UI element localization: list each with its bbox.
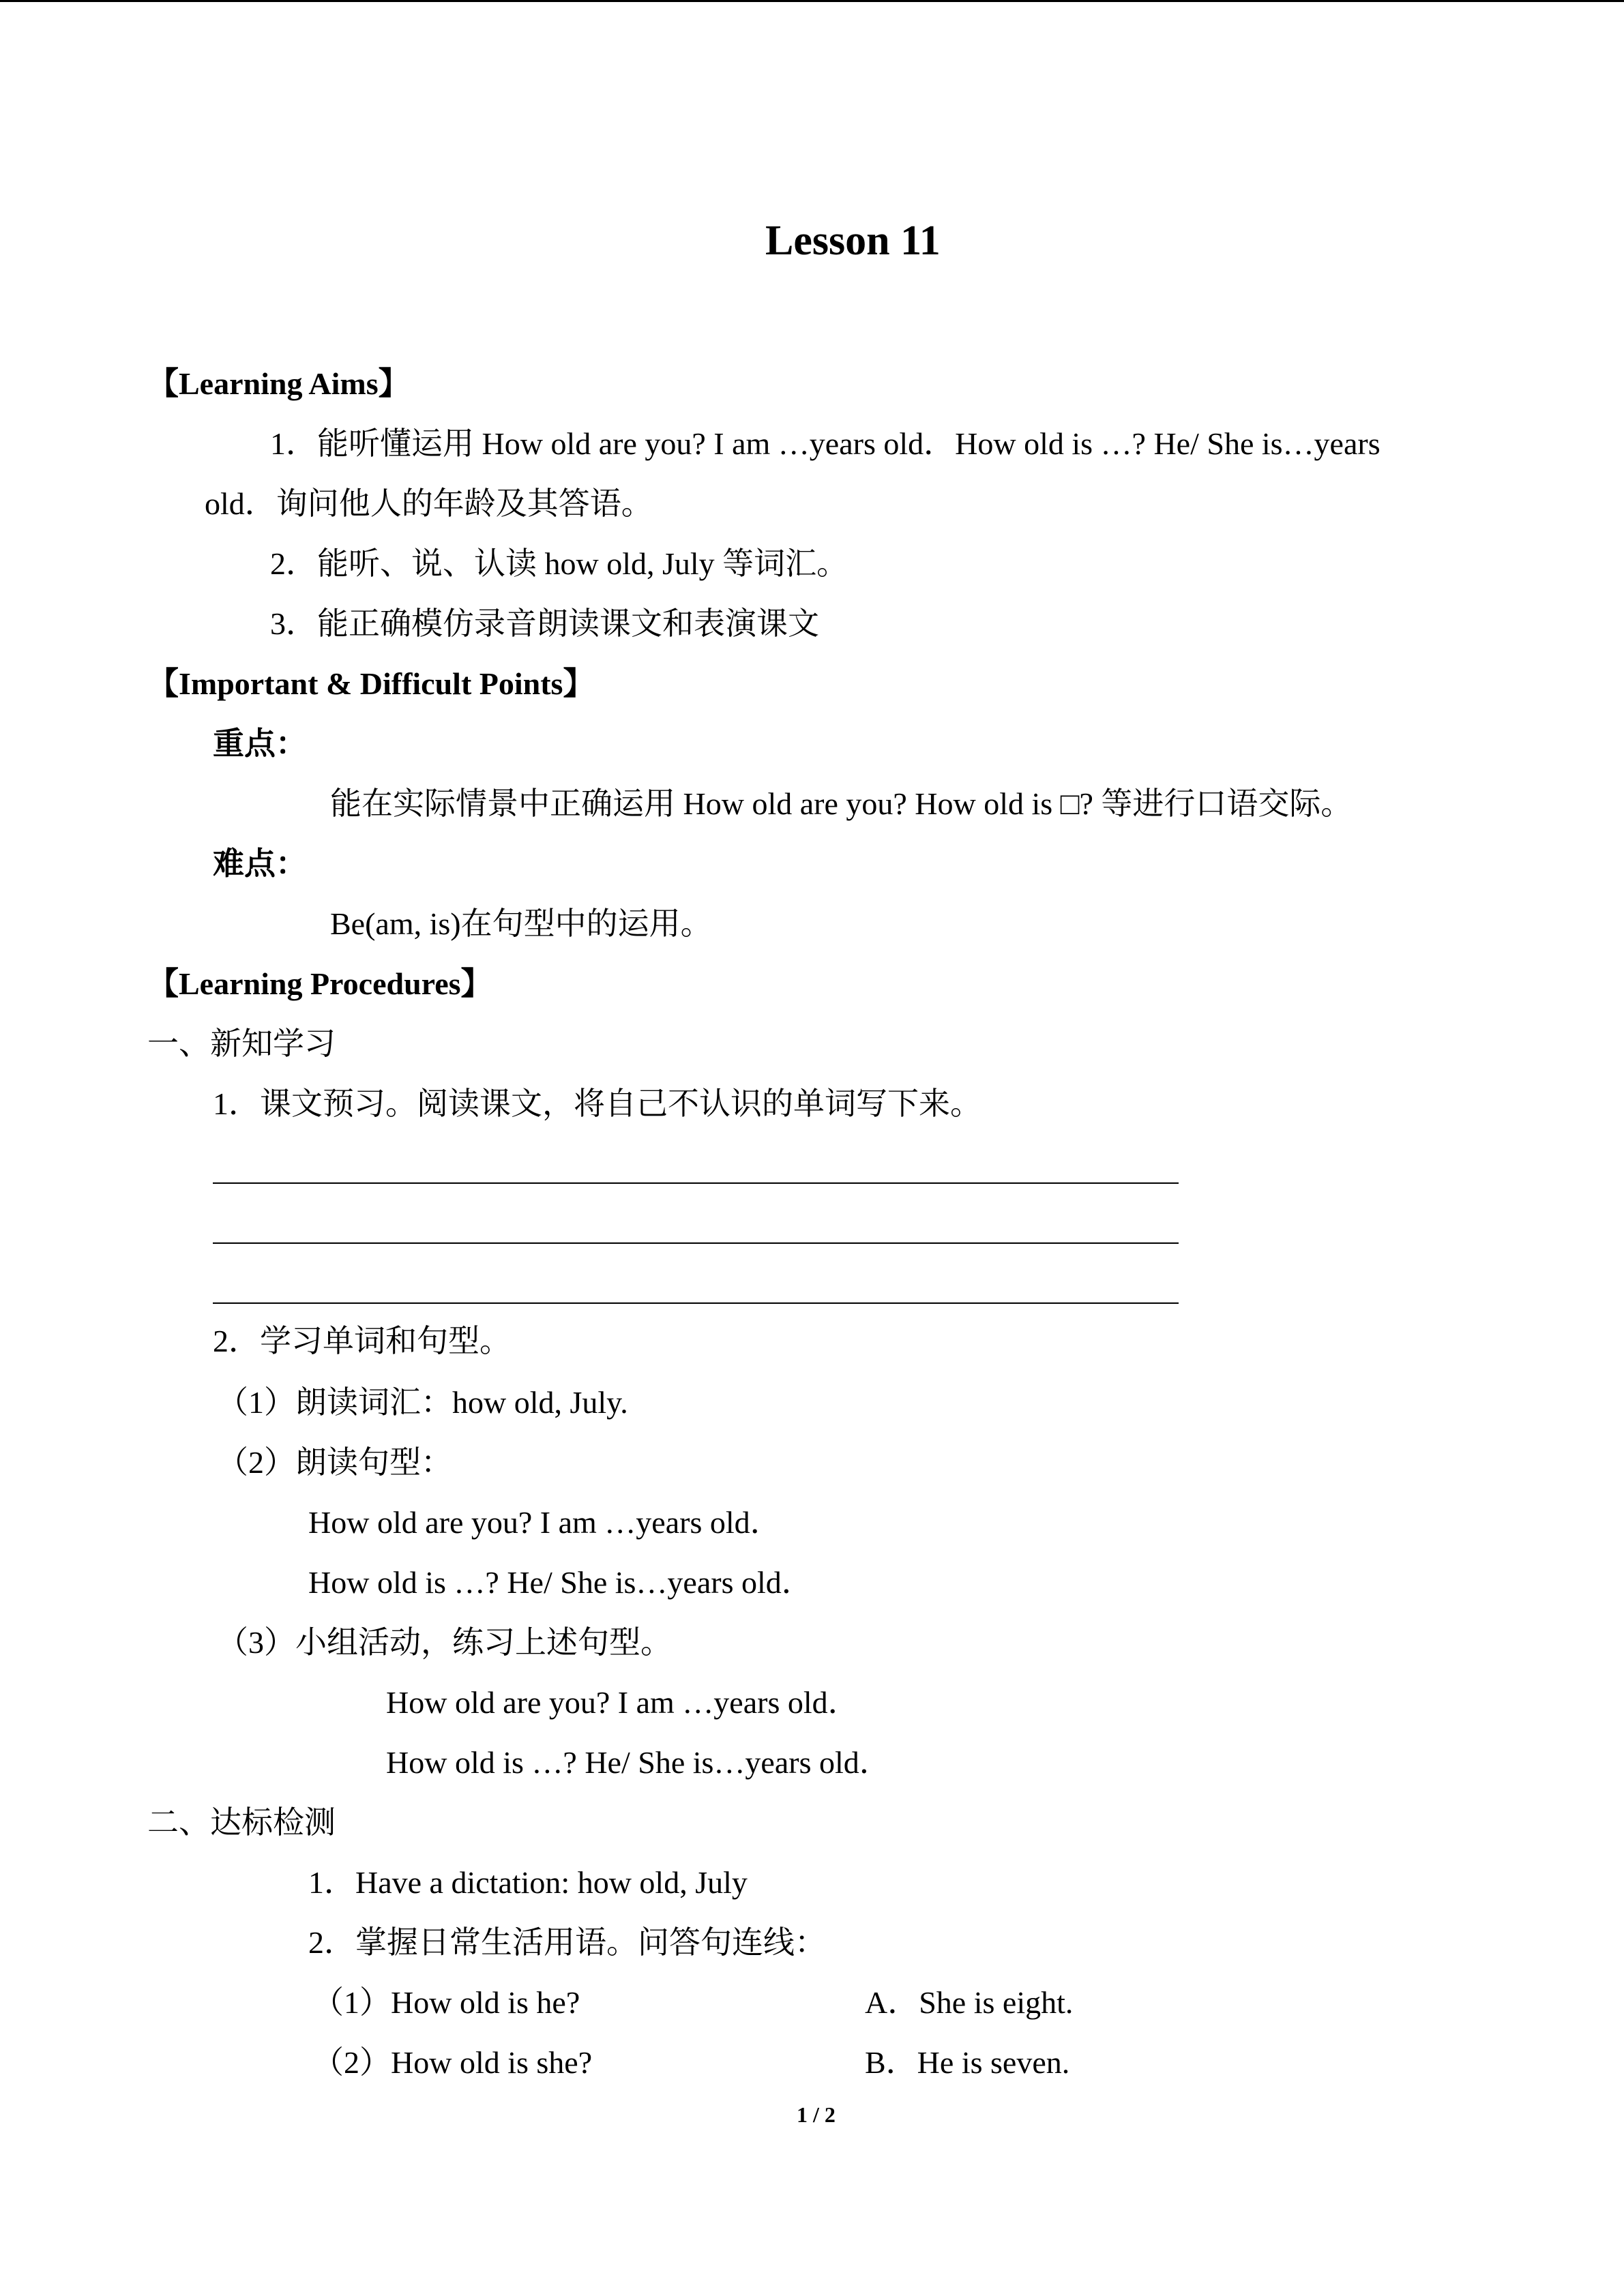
answer-blank-line-3[interactable]: [213, 1302, 1179, 1304]
section-2-heading: 二、达标检测: [147, 1805, 336, 1840]
match-answer-b: B．He is seven.: [865, 2045, 1070, 2080]
section-2-item-1: 1．Have a dictation: how old, July: [308, 1865, 748, 1900]
sentence-pattern-2: How old is …? He/ She is…years old．: [308, 1565, 813, 1600]
match-question-2: （2）How old is she?: [312, 2045, 593, 2080]
aim-item-1: 1．能听懂运用 How old are you? I am …years old．How old is …? He/ She is…years: [270, 426, 1381, 461]
match-answer-a: A．She is eight.: [865, 1985, 1074, 2020]
match-question-1: （1）How old is he?: [312, 1985, 580, 2020]
sentence-pattern-1: How old are you? I am …years old．: [308, 1505, 782, 1540]
section-1-sub-1: （1）朗读词汇：how old, July.: [217, 1385, 628, 1420]
page-number: 1 / 2: [797, 2102, 836, 2127]
group-pattern-2: How old is …? He/ She is…years old．: [386, 1745, 891, 1780]
points-heading: 【Important & Difficult Points】: [147, 666, 595, 701]
section-2-item-2: 2．掌握日常生活用语。问答句连线：: [308, 1925, 826, 1960]
section-1-sub-2: （2）朗读句型：: [217, 1445, 452, 1480]
section-1-heading: 一、新知学习: [147, 1026, 336, 1061]
section-1-item-1: 1．课文预习。阅读课文，将自己不认识的单词写下来。: [213, 1086, 981, 1121]
section-1-item-2: 2．学习单词和句型。: [213, 1324, 511, 1358]
difficult-point-label: 难点：: [213, 846, 307, 881]
aim-item-1-cont: old．询问他人的年龄及其答语。: [205, 486, 653, 521]
difficult-point-text: Be(am, is)在句型中的运用。: [330, 906, 712, 941]
page-top-border: [0, 0, 1624, 2]
group-pattern-1: How old are you? I am …years old．: [386, 1685, 859, 1720]
aim-item-3: 3．能正确模仿录音朗读课文和表演课文: [270, 606, 819, 641]
answer-blank-line-2[interactable]: [213, 1242, 1179, 1244]
aim-item-2: 2．能听、说、认读 how old, July 等词汇。: [270, 546, 848, 581]
section-1-sub-3: （3）小组活动，练习上述句型。: [217, 1625, 672, 1660]
procedures-heading: 【Learning Procedures】: [147, 966, 492, 1001]
key-point-text: 能在实际情景中正确运用 How old are you? How old is □? 等进行口语交际。: [330, 786, 1353, 821]
page-title: Lesson 11: [765, 218, 941, 264]
answer-blank-line-1[interactable]: [213, 1182, 1179, 1184]
learning-aims-heading: 【Learning Aims】: [147, 366, 410, 401]
key-point-label: 重点：: [213, 726, 307, 761]
